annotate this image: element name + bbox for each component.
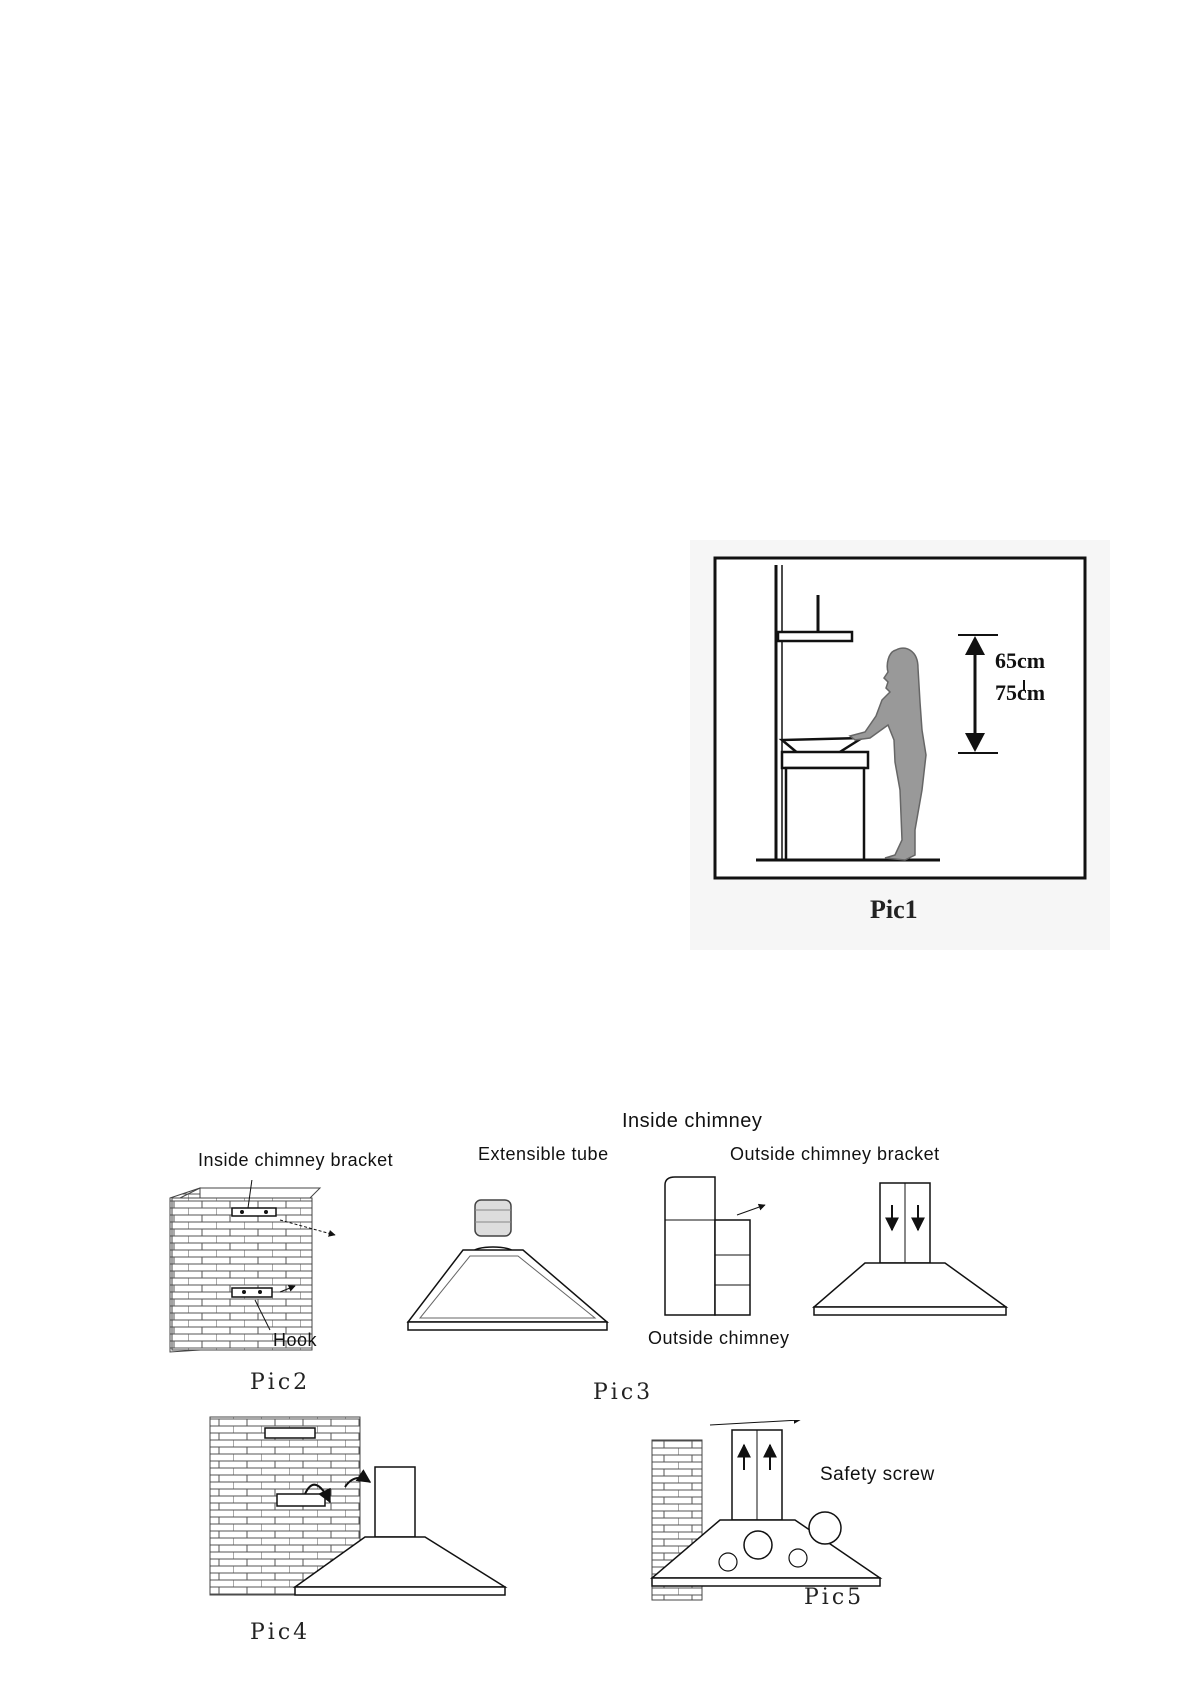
pic4-drawing [205,1412,525,1607]
pic1-caption: Pic1 [870,895,918,924]
pic3-hood-with-tube [400,1180,620,1360]
pic3-caption: Pic3 [593,1380,654,1405]
pic1-drawing [690,540,1110,950]
inside-chimney-label: Inside chimney [622,1110,763,1132]
pic4-figure [205,1412,525,1607]
pic3-chimney-parts [655,1175,775,1325]
height-min-label: 65cm [995,648,1046,673]
pic5-drawing [650,1420,900,1610]
outside-chimney-bracket-label: Outside chimney bracket [730,1144,940,1164]
pic2-caption: Pic2 [250,1370,311,1395]
pic5-caption: Pic5 [804,1585,865,1610]
hood-drawing [400,1180,620,1360]
inside-chimney-bracket-label: Inside chimney bracket [198,1150,394,1170]
hook-label: Hook [273,1330,318,1350]
assembled-hood-drawing [810,1175,1010,1345]
pic1-figure [690,540,1110,950]
safety-screw-label: Safety screw [820,1464,935,1485]
pic4-caption: Pic4 [250,1620,311,1645]
height-max-label: 75cm [995,680,1046,705]
outside-chimney-label: Outside chimney [648,1328,790,1348]
chimney-parts-drawing [655,1175,775,1325]
pic3-assembled-hood [810,1175,1010,1345]
extensible-tube-label: Extensible tube [478,1144,609,1164]
pic5-figure [650,1420,900,1610]
